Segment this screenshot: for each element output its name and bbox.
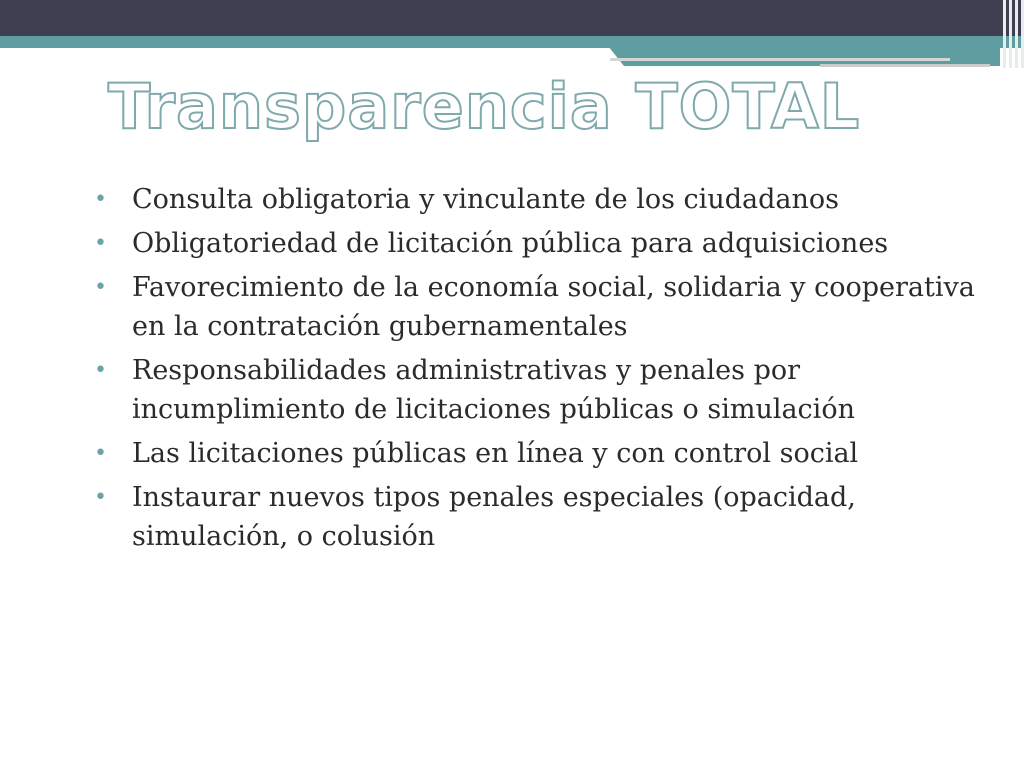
- header-dark-band: [0, 0, 1024, 36]
- bullet-item: • Responsabilidades administrativas y penales por incumplimiento de licitaciones públicas o simulación: [90, 351, 990, 429]
- header-accent-line-short: [820, 64, 990, 67]
- header-accent-line: [610, 58, 950, 61]
- stripe: [1003, 0, 1006, 68]
- bullet-list: [90, 180, 990, 561]
- stripe: [1015, 0, 1018, 68]
- bullet-item: • Las licitaciones públicas en línea y con control social: [90, 434, 990, 473]
- bullet-item: • Obligatoriedad de licitación pública para adquisiciones: [90, 224, 990, 263]
- slide-title: Transparencia TOTAL: [108, 70, 861, 143]
- bullet-item: • Consulta obligatoria y vinculante de los ciudadanos: [90, 180, 990, 219]
- stripe: [1009, 0, 1012, 68]
- header-stripes: [994, 0, 1024, 68]
- header-tab-shape: [600, 36, 1000, 66]
- bullet-item: • Favorecimiento de la economía social, solidaria y cooperativa en la contratación gubernamentales: [90, 268, 990, 346]
- bullet-item: • Instaurar nuevos tipos penales especiales (opacidad, simulación, o colusión: [90, 478, 990, 556]
